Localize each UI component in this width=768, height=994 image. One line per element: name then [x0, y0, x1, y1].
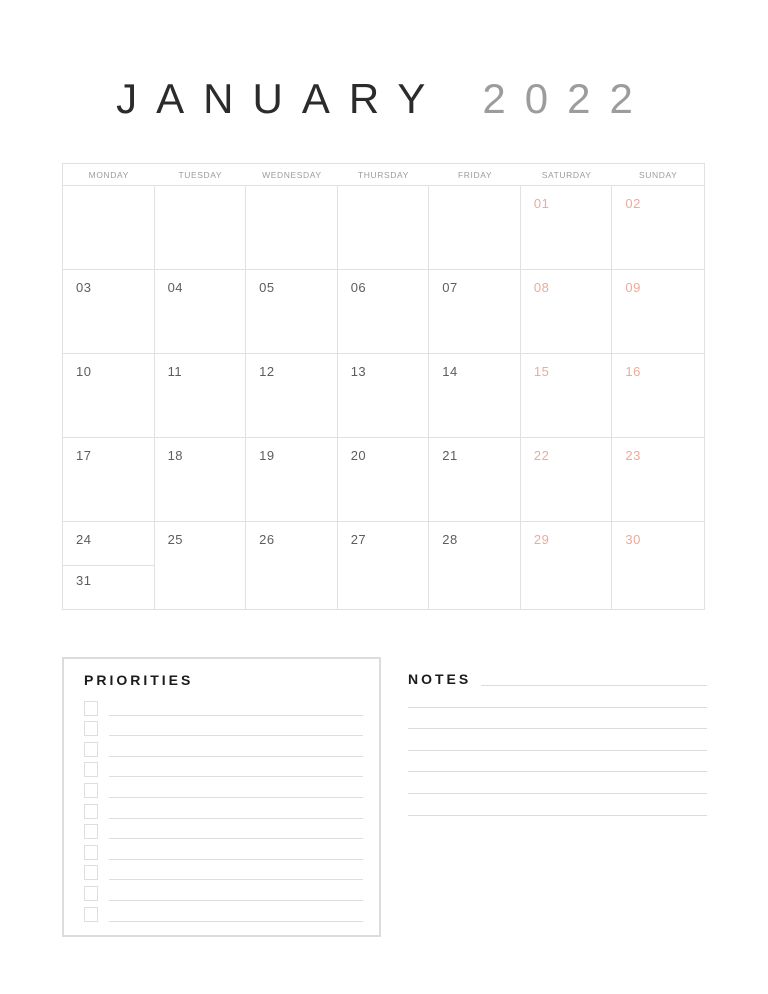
- calendar-day-cell: [612, 354, 704, 438]
- day-number: 12: [259, 364, 275, 379]
- title-month: JANUARY: [116, 75, 444, 122]
- page-title: [0, 75, 768, 122]
- notes-writing-line: [408, 794, 707, 816]
- priorities-list: [84, 695, 363, 922]
- calendar-day-cell: [63, 522, 155, 609]
- priority-row: [84, 819, 363, 840]
- calendar-day-cell: [246, 270, 338, 354]
- priority-row: [84, 839, 363, 860]
- day-number: 29: [533, 532, 550, 547]
- priority-checkbox[interactable]: [84, 742, 98, 757]
- priority-writing-line: [109, 859, 363, 860]
- calendar: [62, 163, 705, 610]
- calendar-day-cell: [155, 522, 247, 609]
- calendar-day-cell: [338, 354, 430, 438]
- priority-row: [84, 860, 363, 881]
- calendar-day-cell: [521, 270, 613, 354]
- weekday-header-saturday: SATURDAY: [541, 169, 592, 180]
- day-number: 06: [350, 280, 367, 295]
- day-number: 01: [533, 196, 550, 211]
- day-number: 30: [625, 532, 641, 547]
- calendar-day-cell: [612, 186, 704, 270]
- priorities-box: [62, 657, 381, 937]
- day-number: 15: [533, 364, 550, 379]
- priority-checkbox[interactable]: [84, 845, 98, 860]
- calendar-day-cell: [63, 270, 155, 354]
- notes-heading: NOTES: [408, 671, 472, 687]
- priority-checkbox[interactable]: [84, 886, 98, 901]
- day-number: 24: [76, 532, 92, 547]
- priority-checkbox[interactable]: [84, 865, 98, 880]
- priority-row: [84, 736, 363, 757]
- day-number: 21: [442, 448, 458, 463]
- calendar-day-cell: [338, 438, 430, 522]
- notes-heading-line: [481, 685, 707, 686]
- day-number: 10: [76, 364, 92, 379]
- priority-writing-line: [109, 735, 363, 736]
- calendar-day-subcell: [63, 522, 154, 566]
- priority-checkbox[interactable]: [84, 783, 98, 798]
- day-number: 25: [167, 532, 184, 547]
- day-number: 28: [442, 532, 458, 547]
- notes-writing-line: [408, 708, 707, 730]
- calendar-day-cell: [338, 270, 430, 354]
- priority-row: [84, 777, 363, 798]
- priority-writing-line: [109, 715, 363, 716]
- priority-writing-line: [109, 921, 363, 922]
- day-number: 26: [259, 532, 275, 547]
- day-number: 07: [442, 280, 458, 295]
- day-number: 02: [625, 196, 641, 211]
- calendar-day-cell: [246, 186, 338, 270]
- calendar-day-cell: [612, 270, 704, 354]
- priority-row: [84, 757, 363, 778]
- priority-checkbox[interactable]: [84, 824, 98, 839]
- day-number: 23: [625, 448, 641, 463]
- notes-heading-row: [408, 666, 707, 686]
- day-number: 16: [625, 364, 641, 379]
- priority-writing-line: [109, 818, 363, 819]
- title-year: 2022: [482, 75, 652, 122]
- calendar-day-cell: [521, 438, 613, 522]
- calendar-day-cell: [429, 354, 521, 438]
- weekday-header-wednesday: WEDNESDAY: [262, 169, 322, 180]
- priority-writing-line: [109, 797, 363, 798]
- calendar-day-cell: [63, 354, 155, 438]
- day-number: 09: [625, 280, 641, 295]
- day-number: 13: [350, 364, 367, 379]
- priority-checkbox[interactable]: [84, 762, 98, 777]
- priority-row: [84, 798, 363, 819]
- calendar-day-cell: [155, 270, 247, 354]
- calendar-day-cell: [63, 438, 155, 522]
- day-number: 31: [76, 573, 92, 588]
- day-number: 05: [259, 280, 275, 295]
- priority-checkbox[interactable]: [84, 804, 98, 819]
- priority-row: [84, 901, 363, 922]
- priority-writing-line: [109, 879, 363, 880]
- day-number: 11: [167, 364, 183, 379]
- calendar-day-cell: [155, 438, 247, 522]
- calendar-day-cell: [429, 186, 521, 270]
- priority-checkbox[interactable]: [84, 907, 98, 922]
- calendar-day-cell: [246, 438, 338, 522]
- weekday-header-sunday: SUNDAY: [639, 169, 678, 180]
- priority-writing-line: [109, 756, 363, 757]
- priorities-heading: PRIORITIES: [84, 672, 194, 688]
- calendar-day-cell: [612, 522, 704, 609]
- day-number: 22: [533, 448, 550, 463]
- weekday-header-friday: FRIDAY: [457, 169, 493, 180]
- day-number: 19: [259, 448, 275, 463]
- weekday-header-monday: MONDAY: [88, 169, 129, 180]
- priority-writing-line: [109, 838, 363, 839]
- day-number: 03: [76, 280, 92, 295]
- calendar-day-cell: [521, 186, 613, 270]
- notes-writing-line: [408, 729, 707, 751]
- day-number: 04: [167, 280, 184, 295]
- day-number: 14: [442, 364, 458, 379]
- day-number: 20: [350, 448, 367, 463]
- calendar-day-cell: [338, 186, 430, 270]
- calendar-day-cell: [155, 186, 247, 270]
- day-number: 08: [533, 280, 550, 295]
- day-number: 27: [350, 532, 367, 547]
- calendar-day-cell: [246, 354, 338, 438]
- weekday-header-thursday: THURSDAY: [358, 169, 409, 180]
- calendar-weekday-header: [62, 163, 705, 186]
- priority-checkbox[interactable]: [84, 701, 98, 716]
- calendar-day-cell: [612, 438, 704, 522]
- calendar-day-subcell: [63, 566, 154, 609]
- calendar-day-cell: [429, 438, 521, 522]
- calendar-day-cell: [63, 186, 155, 270]
- notes-writing-line: [408, 751, 707, 773]
- priority-row: [84, 695, 363, 716]
- day-number: 18: [167, 448, 184, 463]
- calendar-day-cell: [338, 522, 430, 609]
- calendar-day-cell: [429, 270, 521, 354]
- calendar-day-cell: [246, 522, 338, 609]
- priority-writing-line: [109, 900, 363, 901]
- notes-writing-line: [408, 772, 707, 794]
- priority-writing-line: [109, 776, 363, 777]
- calendar-grid: [62, 186, 705, 610]
- priority-checkbox[interactable]: [84, 721, 98, 736]
- priority-row: [84, 880, 363, 901]
- calendar-day-cell: [429, 522, 521, 609]
- calendar-day-cell: [521, 354, 613, 438]
- weekday-header-tuesday: TUESDAY: [178, 169, 223, 180]
- calendar-day-cell: [521, 522, 613, 609]
- day-number: 17: [76, 448, 92, 463]
- priority-row: [84, 716, 363, 737]
- notes-writing-line: [408, 686, 707, 708]
- notes-section: [408, 666, 707, 816]
- notes-lines: [408, 686, 707, 816]
- calendar-day-cell: [155, 354, 247, 438]
